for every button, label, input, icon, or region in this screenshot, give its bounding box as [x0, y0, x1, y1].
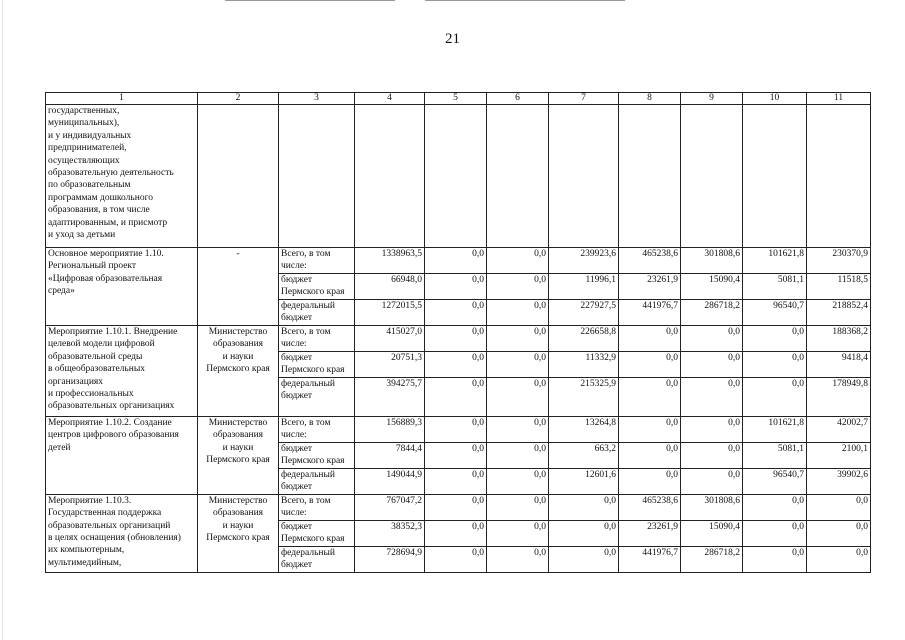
activity-name: Мероприятие 1.10.2. Создание центров цифрового образования детей: [46, 417, 198, 495]
amount-cell: 301808,6: [681, 494, 743, 520]
amount-cell: 1338963,5: [355, 248, 425, 274]
empty-cell: [355, 105, 425, 248]
amount-cell: 301808,6: [681, 248, 743, 274]
amount-cell: 0,0: [425, 546, 487, 572]
top-rule-left: [225, 0, 395, 1]
amount-cell: 1272015,5: [355, 300, 425, 326]
funding-source: Всего, в том числе:: [279, 326, 355, 352]
funding-source: бюджет Пермского края: [279, 443, 355, 469]
col-header-3: 3: [279, 93, 355, 105]
table-row: [46, 417, 871, 443]
amount-cell: 9418,4: [807, 352, 871, 378]
col-header-7: 7: [549, 93, 619, 105]
amount-cell: 286718,2: [681, 300, 743, 326]
amount-cell: 11996,1: [549, 274, 619, 300]
amount-cell: 0,0: [807, 520, 871, 546]
amount-cell: 218852,4: [807, 300, 871, 326]
amount-cell: 23261,9: [619, 274, 681, 300]
empty-cell: [681, 105, 743, 248]
amount-cell: 0,0: [425, 469, 487, 495]
amount-cell: 0,0: [425, 378, 487, 417]
amount-cell: 0,0: [487, 494, 549, 520]
activity-name: Мероприятие 1.10.3. Государственная поддержка образовательных организаций в целях оснащения (обновления) их компьютерным, мультимедийным,: [46, 494, 198, 572]
amount-cell: 230370,9: [807, 248, 871, 274]
amount-cell: 441976,7: [619, 546, 681, 572]
amount-cell: 0,0: [743, 326, 807, 352]
amount-cell: 0,0: [681, 443, 743, 469]
amount-cell: 286718,2: [681, 546, 743, 572]
amount-cell: 0,0: [743, 546, 807, 572]
amount-cell: 15090,4: [681, 520, 743, 546]
amount-cell: 39902,6: [807, 469, 871, 495]
funding-source: бюджет Пермского края: [279, 352, 355, 378]
col-header-6: 6: [487, 93, 549, 105]
amount-cell: 0,0: [681, 417, 743, 443]
col-header-10: 10: [743, 93, 807, 105]
funding-source: бюджет Пермского края: [279, 274, 355, 300]
col-header-5: 5: [425, 93, 487, 105]
amount-cell: 0,0: [487, 300, 549, 326]
amount-cell: 0,0: [487, 274, 549, 300]
funding-source: бюджет Пермского края: [279, 520, 355, 546]
amount-cell: 0,0: [619, 443, 681, 469]
empty-cell: [487, 105, 549, 248]
amount-cell: 0,0: [619, 378, 681, 417]
amount-cell: 0,0: [425, 274, 487, 300]
amount-cell: 441976,7: [619, 300, 681, 326]
budget-table: [45, 92, 871, 573]
amount-cell: 101621,8: [743, 248, 807, 274]
amount-cell: 156889,3: [355, 417, 425, 443]
amount-cell: 0,0: [549, 520, 619, 546]
col-header-8: 8: [619, 93, 681, 105]
funding-source: Всего, в том числе:: [279, 248, 355, 274]
amount-cell: 465238,6: [619, 494, 681, 520]
amount-cell: 66948,0: [355, 274, 425, 300]
amount-cell: 0,0: [487, 417, 549, 443]
funding-source: федеральный бюджет: [279, 546, 355, 572]
amount-cell: 11332,9: [549, 352, 619, 378]
empty-cell: [619, 105, 681, 248]
empty-cell: [549, 105, 619, 248]
amount-cell: 728694,9: [355, 546, 425, 572]
amount-cell: 15090,4: [681, 274, 743, 300]
amount-cell: 20751,3: [355, 352, 425, 378]
amount-cell: 178949,8: [807, 378, 871, 417]
amount-cell: 0,0: [681, 378, 743, 417]
amount-cell: 0,0: [425, 352, 487, 378]
continuation-row: [46, 105, 871, 248]
table-row: [46, 248, 871, 274]
amount-cell: 13264,8: [549, 417, 619, 443]
amount-cell: 465238,6: [619, 248, 681, 274]
activity-name: Основное мероприятие 1.10. Региональный проект «Цифровая образовательная среда»: [46, 248, 198, 326]
amount-cell: 0,0: [487, 546, 549, 572]
amount-cell: 12601,6: [549, 469, 619, 495]
top-rule-right: [425, 0, 625, 1]
amount-cell: 0,0: [619, 469, 681, 495]
responsible-executor: Министерство образования и науки Пермского края: [198, 417, 279, 495]
responsible-executor: Министерство образования и науки Пермского края: [198, 326, 279, 417]
amount-cell: 215325,9: [549, 378, 619, 417]
amount-cell: 7844,4: [355, 443, 425, 469]
amount-cell: 0,0: [487, 520, 549, 546]
amount-cell: 101621,8: [743, 417, 807, 443]
amount-cell: 0,0: [487, 469, 549, 495]
amount-cell: 0,0: [487, 352, 549, 378]
amount-cell: 0,0: [487, 248, 549, 274]
amount-cell: 0,0: [425, 248, 487, 274]
amount-cell: 226658,8: [549, 326, 619, 352]
empty-cell: [743, 105, 807, 248]
activity-name: Мероприятие 1.10.1. Внедрение целевой модели цифровой образовательной среды в общеобразовательных организациях и профессиональных образовательных организациях: [46, 326, 198, 417]
amount-cell: 0,0: [425, 326, 487, 352]
amount-cell: 0,0: [549, 546, 619, 572]
amount-cell: 0,0: [619, 417, 681, 443]
col-header-9: 9: [681, 93, 743, 105]
amount-cell: 0,0: [487, 326, 549, 352]
amount-cell: 394275,7: [355, 378, 425, 417]
header-row: [46, 93, 871, 105]
amount-cell: 0,0: [425, 520, 487, 546]
amount-cell: 149044,9: [355, 469, 425, 495]
amount-cell: 5081,1: [743, 274, 807, 300]
responsible-executor: -: [198, 248, 279, 326]
table-body: [46, 93, 871, 573]
amount-cell: 2100,1: [807, 443, 871, 469]
empty-cell: [807, 105, 871, 248]
funding-source: федеральный бюджет: [279, 378, 355, 417]
amount-cell: 239923,6: [549, 248, 619, 274]
amount-cell: 0,0: [743, 378, 807, 417]
col-header-1: 1: [46, 93, 198, 105]
amount-cell: 0,0: [681, 352, 743, 378]
amount-cell: 415027,0: [355, 326, 425, 352]
amount-cell: 0,0: [681, 469, 743, 495]
amount-cell: 0,0: [743, 352, 807, 378]
amount-cell: 0,0: [807, 494, 871, 520]
empty-cell: [279, 105, 355, 248]
amount-cell: 0,0: [681, 326, 743, 352]
empty-cell: [425, 105, 487, 248]
page-edge: [2, 0, 3, 640]
amount-cell: 0,0: [743, 520, 807, 546]
amount-cell: 96540,7: [743, 300, 807, 326]
amount-cell: 767047,2: [355, 494, 425, 520]
amount-cell: 0,0: [425, 443, 487, 469]
col-header-11: 11: [807, 93, 871, 105]
responsible-executor: Министерство образования и науки Пермского края: [198, 494, 279, 572]
funding-source: Всего, в том числе:: [279, 417, 355, 443]
amount-cell: 0,0: [619, 326, 681, 352]
table-row: [46, 326, 871, 352]
funding-source: федеральный бюджет: [279, 300, 355, 326]
amount-cell: 96540,7: [743, 469, 807, 495]
amount-cell: 0,0: [425, 417, 487, 443]
col-header-4: 4: [355, 93, 425, 105]
col-header-2: 2: [198, 93, 279, 105]
table-row: [46, 494, 871, 520]
page-number: 21: [445, 31, 460, 47]
amount-cell: 663,2: [549, 443, 619, 469]
amount-cell: 0,0: [549, 494, 619, 520]
amount-cell: 42002,7: [807, 417, 871, 443]
amount-cell: 188368,2: [807, 326, 871, 352]
amount-cell: 38352,3: [355, 520, 425, 546]
continuation-text: государственных, муниципальных), и у индивидуальных предпринимателей, осуществляющих образовательную деятельность по образовательным программам дошкольного образования, в том числе адаптированным, и присмотр и уход за детьми: [46, 105, 198, 248]
empty-cell: [198, 105, 279, 248]
amount-cell: 0,0: [425, 300, 487, 326]
amount-cell: 23261,9: [619, 520, 681, 546]
amount-cell: 0,0: [487, 378, 549, 417]
amount-cell: 5081,1: [743, 443, 807, 469]
amount-cell: 0,0: [619, 352, 681, 378]
amount-cell: 0,0: [487, 443, 549, 469]
funding-source: Всего, в том числе:: [279, 494, 355, 520]
amount-cell: 0,0: [743, 494, 807, 520]
amount-cell: 0,0: [425, 494, 487, 520]
funding-source: федеральный бюджет: [279, 469, 355, 495]
amount-cell: 11518,5: [807, 274, 871, 300]
amount-cell: 227927,5: [549, 300, 619, 326]
amount-cell: 0,0: [807, 546, 871, 572]
